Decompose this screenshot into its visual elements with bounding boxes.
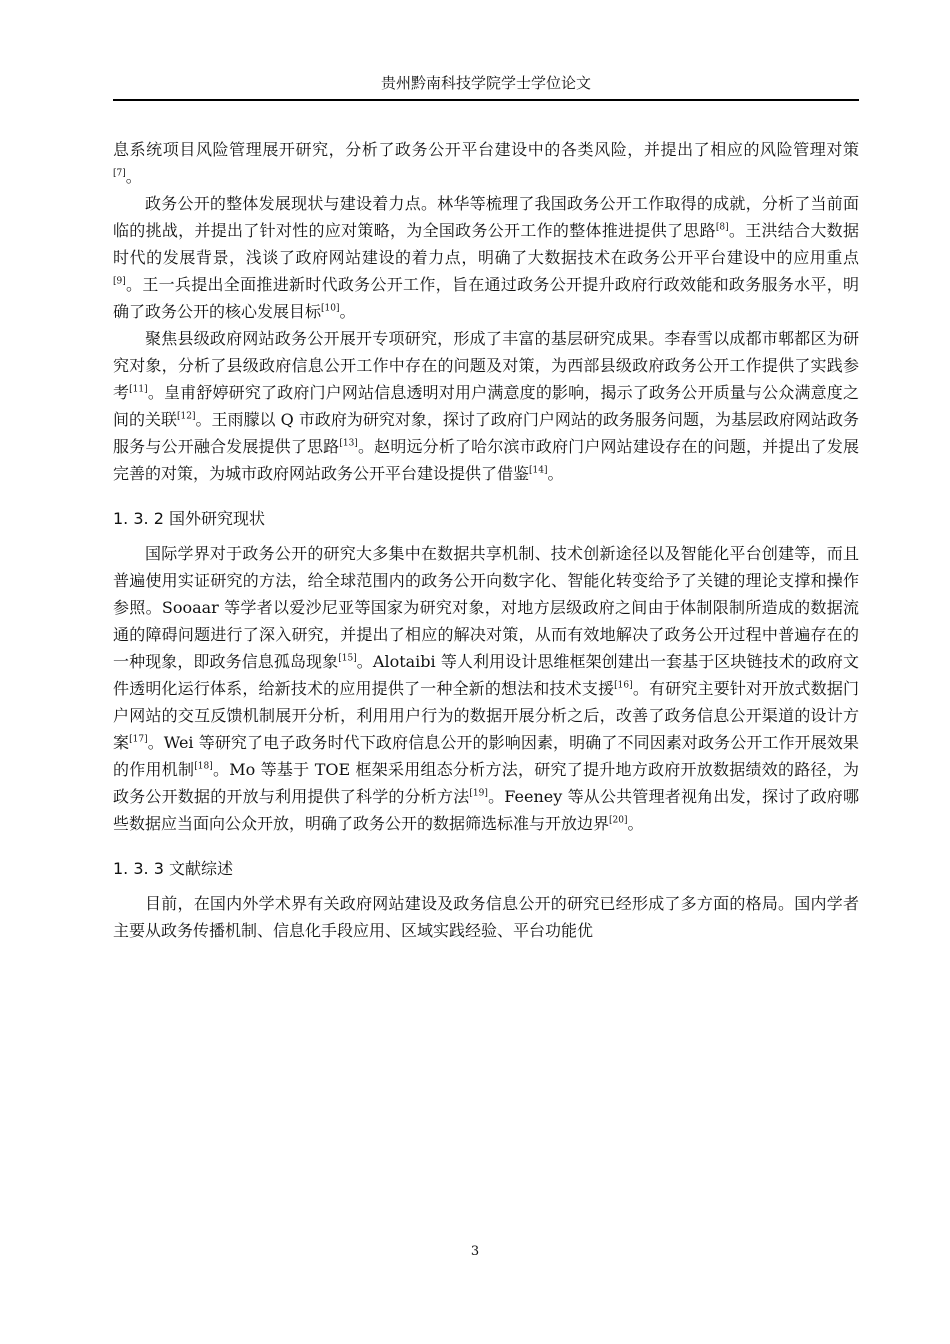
paragraph-text: 。	[125, 167, 142, 186]
citation-marker[interactable]: [17]	[129, 734, 148, 745]
paragraph-text: 。Feeney 等从公共管理者视角出发，探讨了政府哪些数据应当面向公众开放，明确了政务公开的数据筛选标准与开放边界	[113, 787, 859, 833]
citation-marker[interactable]: [8]	[715, 222, 729, 233]
citation-marker[interactable]: [11]	[129, 384, 148, 395]
paragraph-text: 。皇甫舒婷研究了政府门户网站信息透明对用户满意度的影响，揭示了政务公开质量与公众满意度之间的关联	[113, 383, 859, 429]
citation-marker[interactable]: [10]	[321, 303, 340, 314]
paragraph-text: 。王洪结合大数据时代的发展背景，浅谈了政府网站建设的着力点，明确了大数据技术在政务公开平台建设中的应用重点	[113, 221, 859, 267]
paragraph-text: 。有研究主要针对开放式数据门户网站的交互反馈机制展开分析，利用用户行为的数据开展分析之后，改善了政务信息公开渠道的设计方案	[113, 679, 859, 752]
paragraph-text: 政务公开的整体发展现状与建设着力点。林华等梳理了我国政务公开工作取得的成就，分析了当前面临的挑战，并提出了针对性的应对策略，为全国政务公开工作的整体推进提供了思路	[113, 194, 859, 240]
paragraph	[113, 190, 859, 325]
citation-marker[interactable]: [7]	[113, 168, 126, 179]
paragraph-text: 。Mo 等基于 TOE 框架采用组态分析方法，研究了提升地方政府开放数据绩效的路径，为政务公开数据的开放与利用提供了科学的分析方法	[113, 760, 859, 806]
paragraph-text: 。Wei 等研究了电子政务时代下政府信息公开的影响因素，明确了不同因素对政务公开工作开展效果的作用机制	[113, 733, 859, 779]
citation-marker[interactable]: [13]	[339, 438, 358, 449]
citation-marker[interactable]: [15]	[338, 653, 357, 664]
header-rule	[113, 99, 859, 101]
citation-marker[interactable]: [9]	[113, 276, 126, 287]
paragraph-text: 。	[547, 464, 564, 483]
paragraph	[113, 325, 859, 487]
paragraph-text: 国际学界对于政务公开的研究大多集中在数据共享机制、技术创新途径以及智能化平台创建等，而且普遍使用实证研究的方法，给全球范围内的政务公开向数字化、智能化转变给予了关键的理论支撑和操作参照。Sooaar 等学者以爱沙尼亚等国家为研究对象，对地方层级政府之间由于体制限制所造成的数据流通的障碍问题进行了深入研究，并提出了相应的解决对策，从而有效地解决了政务公开过程中普遍存在的一种现象，即政务信息孤岛现象	[113, 544, 859, 671]
citation-marker[interactable]: [19]	[469, 788, 488, 799]
citation-marker[interactable]: [14]	[529, 465, 548, 476]
citation-marker[interactable]: [18]	[194, 761, 213, 772]
paragraph-text: 。	[627, 814, 644, 833]
citation-marker[interactable]: [12]	[177, 411, 196, 422]
section-heading-literature-review: 1. 3. 3 文献综述	[113, 859, 233, 878]
paragraph-text: 。王一兵提出全面推进新时代政务公开工作，旨在通过政务公开提升政府行政效能和政务服务水平，明确了政务公开的核心发展目标	[113, 275, 859, 321]
citation-marker[interactable]: [16]	[614, 680, 633, 691]
paragraph	[113, 890, 859, 944]
paragraph-text: 目前，在国内外学术界有关政府网站建设及政务信息公开的研究已经形成了多方面的格局。国内学者主要从政务传播机制、信息化手段应用、区域实践经验、平台功能优	[113, 894, 859, 940]
paragraph-text: 聚焦县级政府网站政务公开展开专项研究，形成了丰富的基层研究成果。李春雪以成都市郫都区为研究对象，分析了县级政府信息公开工作中存在的问题及对策，为西部县级政府政务公开工作提供了实践参考	[113, 329, 859, 402]
paragraph-text: 。	[339, 302, 356, 321]
paragraph	[113, 540, 859, 837]
paragraph-text: 。王雨朦以 Q 市政府为研究对象，探讨了政府门户网站的政务服务问题，为基层政府网站政务服务与公开融合发展提供了思路	[113, 410, 859, 456]
paragraph-text: 。赵明远分析了哈尔滨市政府门户网站建设存在的问题，并提出了发展完善的对策，为城市政府网站政务公开平台建设提供了借鉴	[113, 437, 859, 483]
section-heading-foreign-research: 1. 3. 2 国外研究现状	[113, 509, 265, 528]
body-content	[113, 136, 859, 944]
citation-marker[interactable]: [20]	[609, 815, 628, 826]
paragraph-text: 息系统项目风险管理展开研究，分析了政务公开平台建设中的各类风险，并提出了相应的风险管理对策	[113, 140, 859, 159]
paragraph	[113, 136, 859, 190]
running-header: 贵州黔南科技学院学士学位论文	[380, 74, 591, 92]
paragraph-text: 。Alotaibi 等人利用设计思维框架创建出一套基于区块链技术的政府文件透明化运行体系，给新技术的应用提供了一种全新的想法和技术支援	[113, 652, 859, 698]
page-number: 3	[470, 1244, 480, 1259]
